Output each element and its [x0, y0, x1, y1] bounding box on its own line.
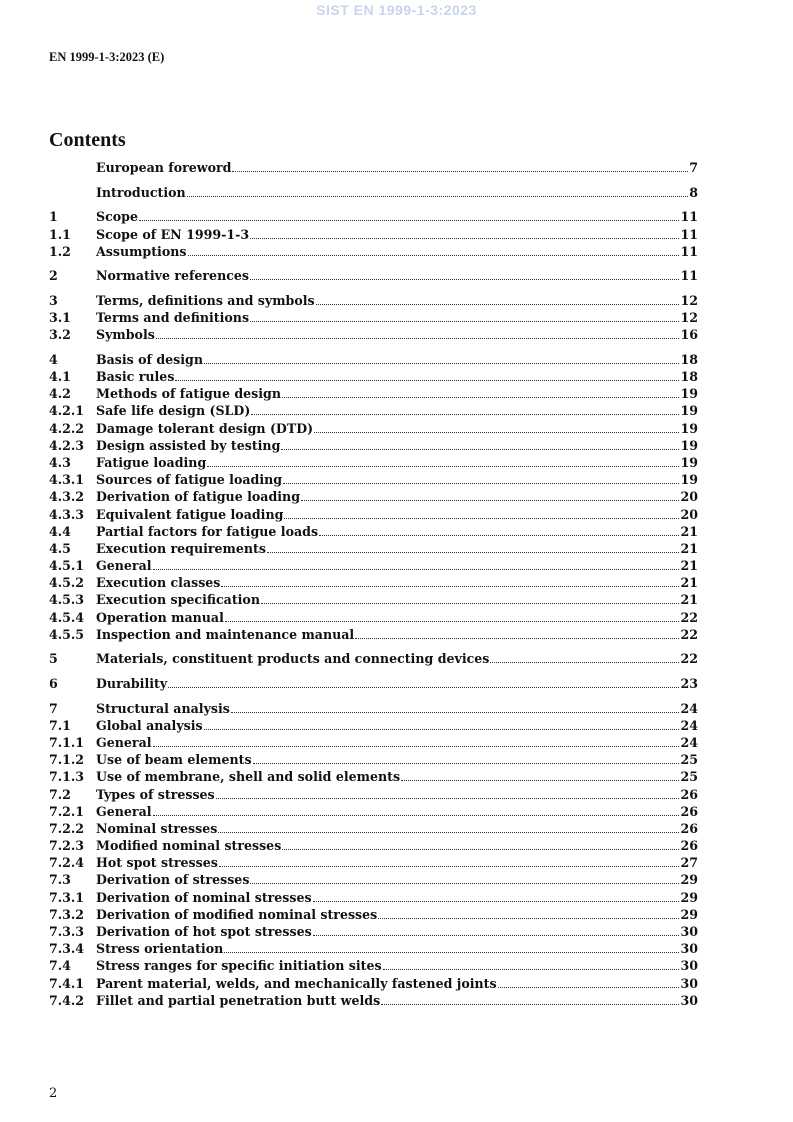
- toc-entry-number: 7.3.2: [49, 906, 85, 922]
- toc-entry-number: 7.2.4: [49, 855, 85, 871]
- toc-dot-leader: [153, 745, 680, 747]
- toc-entry-page: 8: [689, 184, 698, 200]
- toc-entry-page: 12: [680, 310, 698, 326]
- toc-entry-page: 7: [689, 160, 698, 176]
- toc-dot-leader: [319, 534, 679, 536]
- toc-entry[interactable]: [49, 923, 698, 940]
- toc-entry-page: 24: [680, 717, 698, 733]
- toc-dot-leader: [225, 620, 680, 622]
- toc-entry-page: 21: [680, 540, 698, 556]
- toc-entry[interactable]: [49, 574, 698, 591]
- toc-entry-number: 7.3.4: [49, 941, 85, 957]
- watermark-text: SIST EN 1999-1-3:2023: [316, 2, 477, 18]
- toc-title: Contents: [49, 129, 126, 151]
- toc-entry-label: Introduction: [96, 184, 186, 200]
- toc-entry[interactable]: [49, 540, 698, 557]
- toc-entry-page: 24: [680, 700, 698, 716]
- toc-dot-leader: [251, 413, 679, 415]
- toc-entry-label: Scope: [96, 209, 138, 225]
- toc-entry-page: 25: [680, 769, 698, 785]
- toc-entry-number: 3.1: [49, 310, 71, 326]
- toc-entry[interactable]: [49, 351, 698, 368]
- toc-entry[interactable]: [49, 225, 698, 242]
- toc-entry-label: Basic rules: [96, 369, 175, 385]
- toc-entry-label: Stress ranges for specific initiation sites: [96, 958, 382, 974]
- toc-entry-number: 7.2.3: [49, 838, 85, 854]
- toc-entry-number: 4.3.3: [49, 506, 85, 522]
- toc-entry-label: Scope of EN 1999-1-3: [96, 226, 250, 242]
- toc-entry-number: 4.3.1: [49, 472, 85, 488]
- toc-entry-label: Symbols: [96, 327, 155, 343]
- toc-dot-leader: [216, 797, 680, 799]
- toc-dot-leader: [313, 900, 680, 902]
- toc-entry-label: Use of beam elements: [96, 752, 252, 768]
- toc-entry[interactable]: [49, 505, 698, 522]
- toc-entry[interactable]: [49, 785, 698, 802]
- toc-entry-number: 7.1.1: [49, 734, 85, 750]
- toc-entry-page: 23: [680, 675, 698, 691]
- toc-entry-page: 19: [680, 454, 698, 470]
- toc-entry-page: 29: [680, 889, 698, 905]
- toc-entry[interactable]: [49, 699, 698, 716]
- toc-entry-page: 18: [680, 369, 698, 385]
- toc-entry-number: 3.2: [49, 327, 71, 343]
- toc-entry-label: Assumptions: [96, 243, 187, 259]
- toc-entry-label: General: [96, 558, 152, 574]
- toc-dot-leader: [301, 499, 679, 501]
- toc-entry-number: 7.4: [49, 958, 71, 974]
- toc-entry-page: 27: [680, 855, 698, 871]
- toc-dot-leader: [231, 711, 680, 713]
- toc-entry-number: 4.5.3: [49, 592, 85, 608]
- toc-entry-page: 26: [680, 786, 698, 802]
- toc-dot-leader: [378, 917, 679, 919]
- toc-entry-page: 21: [680, 575, 698, 591]
- toc-entry-page: 11: [680, 243, 698, 259]
- toc-dot-leader: [314, 431, 679, 433]
- toc-entry[interactable]: [49, 159, 698, 176]
- toc-entry[interactable]: [49, 957, 698, 974]
- toc-dot-leader: [313, 934, 680, 936]
- toc-entry[interactable]: [49, 385, 698, 402]
- table-of-contents: [49, 159, 698, 1009]
- toc-entry[interactable]: [49, 557, 698, 574]
- toc-entry-number: 7.4.1: [49, 975, 85, 991]
- toc-entry-number: 4.2.1: [49, 403, 85, 419]
- toc-entry-label: Basis of design: [96, 351, 204, 367]
- toc-entry-number: 4.2.3: [49, 437, 85, 453]
- toc-dot-leader: [381, 1003, 679, 1005]
- toc-entry-page: 19: [680, 472, 698, 488]
- toc-entry-label: Use of membrane, shell and solid elements: [96, 769, 401, 785]
- toc-entry-page: 11: [680, 226, 698, 242]
- toc-dot-leader: [224, 951, 679, 953]
- toc-entry-label: Operation manual: [96, 609, 224, 625]
- toc-entry-number: 4.2.2: [49, 420, 85, 436]
- toc-dot-leader: [498, 986, 680, 988]
- toc-entry-page: 30: [680, 958, 698, 974]
- toc-entry[interactable]: [49, 402, 698, 419]
- toc-entry-number: 5: [49, 651, 58, 667]
- toc-entry-page: 19: [680, 386, 698, 402]
- toc-entry-number: 4: [49, 351, 58, 367]
- toc-entry-label: Sources of fatigue loading: [96, 472, 283, 488]
- toc-dot-leader: [168, 686, 679, 688]
- toc-entry-page: 12: [680, 292, 698, 308]
- toc-entry-page: 11: [680, 209, 698, 225]
- page-number: 2: [49, 1086, 58, 1101]
- toc-dot-leader: [139, 219, 679, 221]
- toc-entry[interactable]: [49, 591, 698, 608]
- toc-entry[interactable]: [49, 471, 698, 488]
- toc-entry-number: 7.2.2: [49, 820, 85, 836]
- toc-entry[interactable]: [49, 626, 698, 643]
- toc-entry-page: 22: [680, 651, 698, 667]
- toc-dot-leader: [153, 814, 680, 816]
- toc-entry-page: 19: [680, 437, 698, 453]
- toc-entry-number: 7.2.1: [49, 803, 85, 819]
- toc-entry-number: 7.3: [49, 872, 71, 888]
- toc-dot-leader: [284, 517, 679, 519]
- toc-entry-number: 1: [49, 209, 58, 225]
- toc-dot-leader: [153, 568, 680, 570]
- toc-entry[interactable]: [49, 454, 698, 471]
- toc-entry[interactable]: [49, 650, 698, 667]
- toc-entry[interactable]: [49, 871, 698, 888]
- toc-entry-label: General: [96, 803, 152, 819]
- toc-dot-leader: [250, 237, 679, 239]
- toc-entry-page: 21: [680, 523, 698, 539]
- toc-entry[interactable]: [49, 906, 698, 923]
- toc-entry-number: 7.4.2: [49, 992, 85, 1008]
- toc-dot-leader: [221, 585, 679, 587]
- toc-entry-number: 4.5.1: [49, 558, 85, 574]
- toc-entry-number: 6: [49, 675, 58, 691]
- toc-entry-label: Safe life design (SLD): [96, 403, 251, 419]
- toc-entry-page: 26: [680, 820, 698, 836]
- toc-entry[interactable]: [49, 184, 698, 201]
- toc-dot-leader: [250, 882, 679, 884]
- toc-entry-number: 4.3: [49, 454, 71, 470]
- toc-entry-label: Derivation of hot spot stresses: [96, 924, 312, 939]
- toc-entry-page: 19: [680, 420, 698, 436]
- toc-entry-label: Parent material, welds, and mechanically fastened joints: [96, 975, 497, 991]
- toc-entry-number: 7.1.3: [49, 769, 85, 785]
- toc-entry-number: 4.4: [49, 523, 71, 539]
- toc-entry-label: Terms and definitions: [96, 310, 250, 326]
- document-id: EN 1999-1-3:2023 (E): [49, 50, 165, 64]
- toc-entry[interactable]: [49, 292, 698, 309]
- toc-entry-label: Global analysis: [96, 717, 203, 733]
- toc-dot-leader: [250, 278, 679, 280]
- toc-dot-leader: [207, 465, 679, 467]
- toc-entry[interactable]: [49, 208, 698, 225]
- toc-dot-leader: [156, 337, 680, 339]
- toc-entry-label: Derivation of stresses: [96, 872, 250, 888]
- toc-entry-page: 30: [680, 941, 698, 957]
- toc-entry[interactable]: [49, 523, 698, 540]
- toc-entry-number: 4.1: [49, 369, 71, 385]
- toc-dot-leader: [282, 848, 679, 850]
- toc-entry-label: Partial factors for fatigue loads: [96, 523, 319, 539]
- toc-entry-label: Stress orientation: [96, 941, 224, 957]
- toc-entry-label: Nominal stresses: [96, 820, 218, 836]
- toc-entry-label: Materials, constituent products and connecting devices: [96, 651, 490, 667]
- toc-entry-number: 7.1.2: [49, 752, 85, 768]
- toc-dot-leader: [283, 482, 679, 484]
- toc-entry-page: 30: [680, 992, 698, 1008]
- toc-entry[interactable]: [49, 419, 698, 436]
- toc-entry-label: Design assisted by testing: [96, 437, 281, 453]
- toc-entry[interactable]: [49, 854, 698, 871]
- toc-dot-leader: [401, 779, 679, 781]
- toc-entry-label: Terms, definitions and symbols: [96, 292, 315, 308]
- toc-dot-leader: [204, 362, 679, 364]
- toc-entry[interactable]: [49, 326, 698, 343]
- toc-entry-number: 2: [49, 268, 58, 284]
- toc-entry-label: Derivation of nominal stresses: [96, 889, 312, 905]
- toc-entry-page: 22: [680, 626, 698, 642]
- toc-entry-number: 4.5.5: [49, 626, 85, 642]
- toc-entry-label: European foreword: [96, 160, 232, 176]
- toc-entry-label: Derivation of modified nominal stresses: [96, 906, 378, 922]
- toc-entry-label: Inspection and maintenance manual: [96, 626, 355, 642]
- toc-entry-number: 1.2: [49, 243, 71, 259]
- toc-dot-leader: [282, 396, 679, 398]
- toc-entry[interactable]: [49, 675, 698, 692]
- toc-entry-number: 7.1: [49, 717, 71, 733]
- toc-entry[interactable]: [49, 309, 698, 326]
- toc-entry-label: Durability: [96, 675, 168, 691]
- toc-entry-page: 26: [680, 838, 698, 854]
- toc-entry[interactable]: [49, 888, 698, 905]
- toc-entry-page: 20: [680, 506, 698, 522]
- toc-entry-number: 4.5: [49, 540, 71, 556]
- toc-dot-leader: [232, 170, 688, 172]
- toc-dot-leader: [261, 602, 679, 604]
- toc-entry[interactable]: [49, 608, 698, 625]
- toc-entry[interactable]: [49, 768, 698, 785]
- toc-entry[interactable]: [49, 751, 698, 768]
- toc-entry-number: 1.1: [49, 226, 71, 242]
- toc-entry[interactable]: [49, 992, 698, 1009]
- toc-dot-leader: [355, 637, 679, 639]
- toc-entry-page: 29: [680, 906, 698, 922]
- toc-entry-label: Fatigue loading: [96, 454, 207, 470]
- toc-dot-leader: [219, 865, 680, 867]
- toc-dot-leader: [204, 728, 680, 730]
- toc-dot-leader: [383, 968, 680, 970]
- toc-entry-number: 4.5.2: [49, 575, 85, 591]
- toc-dot-leader: [316, 303, 680, 305]
- toc-entry-label: Types of stresses: [96, 786, 215, 802]
- toc-entry-page: 18: [680, 351, 698, 367]
- toc-entry-label: Structural analysis: [96, 700, 230, 716]
- toc-entry-label: Damage tolerant design (DTD): [96, 420, 314, 436]
- toc-entry-label: Fillet and partial penetration butt welds: [96, 992, 381, 1008]
- toc-entry-page: 22: [680, 609, 698, 625]
- toc-dot-leader: [218, 831, 679, 833]
- toc-entry-page: 19: [680, 403, 698, 419]
- toc-entry-page: 16: [680, 327, 698, 343]
- toc-entry-page: 29: [680, 872, 698, 888]
- toc-entry-page: 30: [680, 975, 698, 991]
- toc-entry[interactable]: [49, 488, 698, 505]
- toc-entry[interactable]: [49, 368, 698, 385]
- toc-entry-label: Execution classes: [96, 575, 221, 591]
- toc-entry-number: 4.3.2: [49, 489, 85, 505]
- toc-entry[interactable]: [49, 803, 698, 820]
- toc-entry-page: 11: [680, 268, 698, 284]
- toc-entry-number: 7.3.3: [49, 924, 85, 939]
- toc-entry-label: Equivalent fatigue loading: [96, 506, 284, 522]
- toc-entry[interactable]: [49, 437, 698, 454]
- toc-dot-leader: [490, 661, 679, 663]
- toc-entry-page: 30: [680, 924, 698, 939]
- toc-dot-leader: [188, 254, 680, 256]
- toc-entry-page: 24: [680, 734, 698, 750]
- toc-entry-label: Execution specification: [96, 592, 260, 608]
- toc-entry-number: 7.2: [49, 786, 71, 802]
- toc-entry-page: 26: [680, 803, 698, 819]
- toc-entry[interactable]: [49, 734, 698, 751]
- toc-entry[interactable]: [49, 974, 698, 991]
- toc-dot-leader: [267, 551, 680, 553]
- toc-entry-label: Normative references: [96, 268, 250, 284]
- toc-dot-leader: [175, 379, 679, 381]
- toc-entry-label: Hot spot stresses: [96, 855, 218, 871]
- toc-entry-label: Derivation of fatigue loading: [96, 489, 301, 505]
- toc-dot-leader: [253, 762, 680, 764]
- toc-entry-number: 3: [49, 292, 58, 308]
- toc-dot-leader: [187, 195, 689, 197]
- toc-entry-label: Execution requirements: [96, 540, 266, 556]
- toc-entry-number: 4.2: [49, 386, 71, 402]
- toc-entry[interactable]: [49, 837, 698, 854]
- toc-entry-page: 20: [680, 489, 698, 505]
- toc-entry-number: 7: [49, 700, 58, 716]
- toc-entry-page: 21: [680, 592, 698, 608]
- toc-dot-leader: [250, 320, 679, 322]
- toc-entry[interactable]: [49, 820, 698, 837]
- toc-entry[interactable]: [49, 243, 698, 260]
- toc-dot-leader: [281, 448, 679, 450]
- toc-entry-number: 4.5.4: [49, 609, 85, 625]
- toc-entry-page: 25: [680, 752, 698, 768]
- toc-entry[interactable]: [49, 940, 698, 957]
- toc-entry-label: General: [96, 734, 152, 750]
- toc-entry[interactable]: [49, 267, 698, 284]
- toc-entry-page: 21: [680, 558, 698, 574]
- toc-entry-label: Modified nominal stresses: [96, 838, 282, 854]
- toc-entry-number: 7.3.1: [49, 889, 85, 905]
- toc-entry[interactable]: [49, 717, 698, 734]
- toc-entry-label: Methods of fatigue design: [96, 386, 282, 402]
